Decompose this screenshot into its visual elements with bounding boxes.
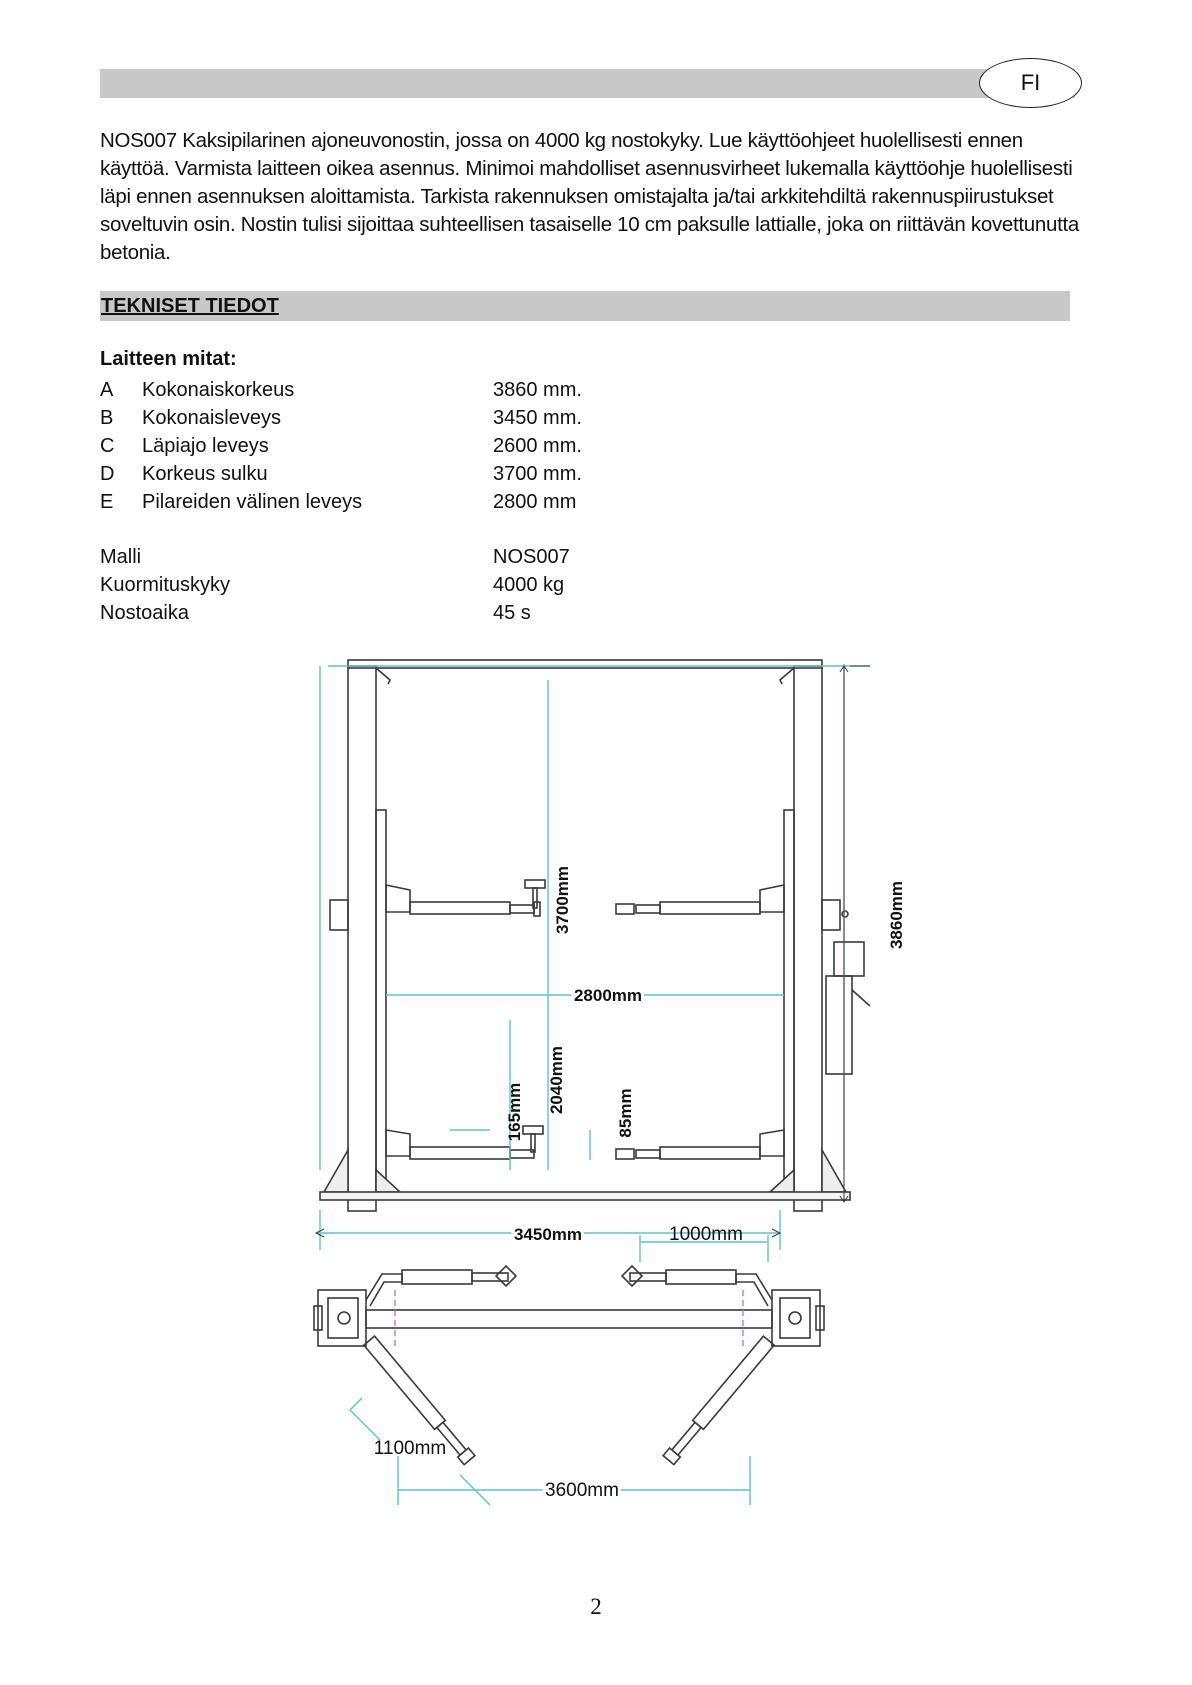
- spec-value: 4000 kg: [493, 574, 565, 596]
- dimension-label: Kokonaisleveys: [142, 407, 281, 429]
- top-arm-upper-right: [736, 1274, 772, 1306]
- lift-diagram: [310, 650, 930, 1590]
- dimension-value: 3860 mm.: [493, 379, 582, 401]
- top-view-left-post: [314, 1290, 366, 1346]
- top-beam: [348, 660, 822, 668]
- dimension-label: Kokonaiskorkeus: [142, 379, 295, 401]
- dimension-value: 3450 mm.: [493, 407, 582, 429]
- label-2800: 2800mm: [573, 986, 643, 1005]
- top-arm-upper-left: [366, 1274, 402, 1306]
- lower-arm-right: [616, 1130, 784, 1159]
- dimension-key: B: [100, 407, 114, 429]
- dimension-value: 2600 mm.: [493, 435, 582, 457]
- label-165: 165mm: [505, 1082, 524, 1142]
- intro-paragraph: [100, 127, 1090, 267]
- dimension-row: [100, 404, 800, 432]
- beam-bracket-right: [780, 668, 794, 684]
- dimension-row: [100, 432, 800, 460]
- language-badge: [979, 58, 1082, 108]
- power-unit: [826, 911, 870, 1074]
- label-3600: 3600mm: [545, 1480, 619, 1501]
- base-line: [320, 1192, 850, 1200]
- dimensions-title: Laitteen mitat:: [100, 348, 237, 370]
- dimension-row: [100, 376, 800, 404]
- intro-line: soveltuvin osin. Nostin tulisi sijoittaa suhteellisen tasaiselle 10 cm paksulle lattialle, joka on riittävän kovettunutta: [100, 213, 1079, 236]
- label-3450: 3450mm: [513, 1225, 583, 1244]
- top-arm-lower-right: [663, 1336, 774, 1465]
- spec-row: [100, 599, 800, 627]
- dimension-row: [100, 460, 800, 488]
- dimension-row: [100, 488, 800, 516]
- spec-row: [100, 571, 800, 599]
- page-number: 2: [590, 1594, 602, 1619]
- section-title: TEKNISET TIEDOT: [101, 295, 279, 317]
- intro-line: läpi ennen asennuksen aloittamista. Tarkista rakennuksen omistajalta ja/tai arkkitehdiltä rakennuspiirustukset: [100, 185, 1054, 208]
- left-column: [324, 666, 400, 1211]
- spec-label: Malli: [100, 546, 142, 568]
- label-1100: 1100mm: [373, 1438, 447, 1459]
- section-header: [100, 291, 1070, 321]
- spec-row: [100, 543, 800, 571]
- dimension-label: Läpiajo leveys: [142, 435, 269, 457]
- spec-label: Nostoaika: [100, 602, 189, 624]
- dimension-key: C: [100, 435, 115, 457]
- right-column: [770, 666, 846, 1211]
- dimension-key: D: [100, 463, 115, 485]
- label-1000: 1000mm: [669, 1224, 743, 1245]
- label-3700: 3700mm: [553, 865, 572, 935]
- intro-line: betonia.: [100, 241, 171, 264]
- dimension-value: 2800 mm: [493, 491, 577, 513]
- intro-line: NOS007 Kaksipilarinen ajoneuvonostin, jossa on 4000 kg nostokyky. Lue käyttöohjeet huolellisesti ennen: [100, 129, 1023, 152]
- upper-arm-left: [386, 880, 545, 916]
- spec-label: Kuormituskyky: [100, 574, 231, 596]
- beam-bracket-left: [376, 668, 390, 684]
- header-bar: [100, 69, 1075, 98]
- language-code: FI: [1020, 70, 1041, 95]
- dimension-key: A: [100, 379, 114, 401]
- label-3860: 3860mm: [887, 880, 906, 950]
- top-view-right-post: [772, 1290, 824, 1346]
- dimension-label: Pilareiden välinen leveys: [142, 491, 363, 513]
- dimension-key: E: [100, 491, 114, 513]
- dimension-value: 3700 mm.: [493, 463, 582, 485]
- intro-line: käyttöä. Varmista laitteen oikea asennus. Minimoi mahdolliset asennusvirheet lukemalla käyttöohje huolellisesti: [100, 157, 1073, 180]
- label-2040: 2040mm: [547, 1045, 566, 1115]
- spec-value: 45 s: [493, 602, 531, 624]
- upper-arm-right: [616, 885, 784, 914]
- label-85: 85mm: [616, 1088, 635, 1138]
- dimension-label: Korkeus sulku: [142, 463, 268, 485]
- top-view-crossbeam: [366, 1310, 772, 1328]
- spec-value: NOS007: [493, 546, 570, 568]
